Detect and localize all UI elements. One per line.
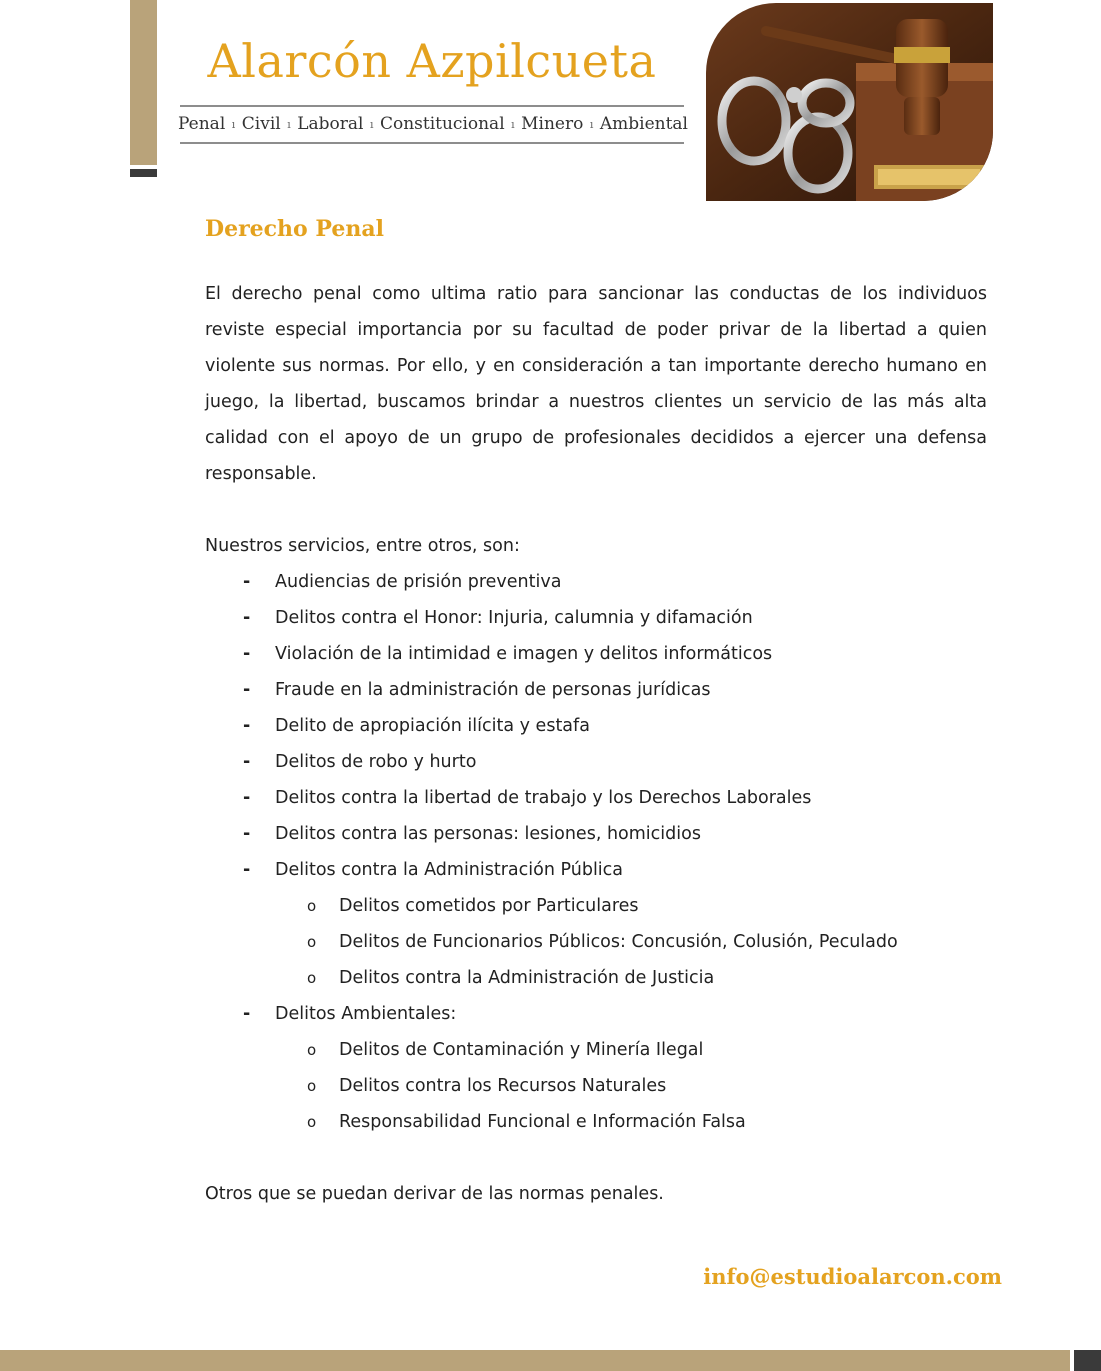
list-item <box>205 1032 985 1068</box>
gavel-handcuffs-illustration <box>706 3 993 201</box>
gavel-handcuffs-photo <box>706 3 993 201</box>
list-marker: - <box>243 1004 251 1024</box>
list-item <box>205 672 985 708</box>
nav-separator: ı <box>589 117 594 131</box>
list-item-text: Violación de la intimidad e imagen y delitos informáticos <box>275 644 773 664</box>
left-accent-bar-dark <box>130 169 157 177</box>
nav-rule-top <box>180 105 684 107</box>
list-marker: - <box>243 860 251 880</box>
list-item-text: Delitos contra la Administración Pública <box>275 860 624 880</box>
list-marker: o <box>307 1113 317 1131</box>
list-item <box>205 924 985 960</box>
list-item-text: Delitos contra los Recursos Naturales <box>339 1076 667 1096</box>
nav-rule-bottom <box>180 142 684 144</box>
nav-separator: ı <box>511 117 515 131</box>
left-accent-bar <box>130 0 157 165</box>
nav-item-minero: Minero <box>521 114 584 134</box>
list-marker: o <box>307 933 317 951</box>
list-item-text: Delito de apropiación ilícita y estafa <box>275 716 590 736</box>
list-item <box>205 1068 985 1104</box>
list-item <box>205 852 985 888</box>
closing-paragraph: Otros que se puedan derivar de las normas penales. <box>205 1184 664 1204</box>
services-list <box>205 564 985 1140</box>
list-item-text: Delitos cometidos por Particulares <box>339 896 639 916</box>
nav-separator: ı <box>369 117 374 131</box>
list-marker: - <box>243 752 251 772</box>
section-title: Derecho Penal <box>205 216 384 242</box>
practice-areas-nav <box>178 114 688 134</box>
nav-item-ambiental: Ambiental <box>599 114 688 134</box>
list-marker: o <box>307 1077 317 1095</box>
list-item-text: Fraude en la administración de personas jurídicas <box>275 680 711 700</box>
list-item-text: Delitos contra las personas: lesiones, homicidios <box>275 824 701 844</box>
list-marker: o <box>307 1041 317 1059</box>
list-item <box>205 960 985 996</box>
footer-bar <box>0 1350 1070 1371</box>
list-item <box>205 744 985 780</box>
list-marker: o <box>307 969 317 987</box>
list-marker: - <box>243 680 251 700</box>
nav-item-penal: Penal <box>178 114 226 134</box>
nav-separator: ı <box>287 117 291 131</box>
list-item <box>205 636 985 672</box>
list-item <box>205 780 985 816</box>
brand-title: Alarcón Azpilcueta <box>207 34 657 88</box>
list-item <box>205 816 985 852</box>
nav-separator: ı <box>231 117 236 131</box>
list-item <box>205 1104 985 1140</box>
list-item-text: Audiencias de prisión preventiva <box>275 572 562 592</box>
list-marker: - <box>243 572 251 592</box>
list-item-text: Delitos contra la Administración de Justicia <box>339 968 715 988</box>
list-marker: - <box>243 788 251 808</box>
list-item-text: Delitos Ambientales: <box>275 1004 457 1024</box>
list-item-text: Responsabilidad Funcional e Información Falsa <box>339 1112 746 1132</box>
list-item-text: Delitos de robo y hurto <box>275 752 477 772</box>
intro-paragraph: El derecho penal como ultima ratio para sancionar las conductas de los individuos reviste especial importancia por su facultad de poder privar de la libertad a quien violente sus normas. Por ello, y en consideración a tan importante derecho humano en juego, la libertad, buscamos brindar a nuestros clientes un servicio de las más alta calidad con el apoyo de un grupo de profesionales decididos a ejercer una defensa responsable. <box>205 284 987 484</box>
list-item <box>205 564 985 600</box>
list-marker: o <box>307 897 317 915</box>
contact-email: info@estudioalarcon.com <box>703 1264 1002 1289</box>
list-marker: - <box>243 644 251 664</box>
list-item-text: Delitos contra el Honor: Injuria, calumnia y difamación <box>275 608 753 628</box>
list-item <box>205 996 985 1032</box>
list-item-text: Delitos contra la libertad de trabajo y los Derechos Laborales <box>275 788 812 808</box>
services-lead: Nuestros servicios, entre otros, son: <box>205 536 520 556</box>
list-marker: - <box>243 608 251 628</box>
list-item-text: Delitos de Contaminación y Minería Ilegal <box>339 1040 704 1060</box>
list-item <box>205 600 985 636</box>
list-marker: - <box>243 716 251 736</box>
list-item <box>205 888 985 924</box>
list-item-text: Delitos de Funcionarios Públicos: Concusión, Colusión, Peculado <box>339 932 898 952</box>
nav-item-civil: Civil <box>241 114 281 134</box>
footer-square <box>1074 1350 1101 1371</box>
list-item <box>205 708 985 744</box>
nav-item-laboral: Laboral <box>297 114 364 134</box>
list-marker: - <box>243 824 251 844</box>
nav-item-constitucional: Constitucional <box>379 114 505 134</box>
